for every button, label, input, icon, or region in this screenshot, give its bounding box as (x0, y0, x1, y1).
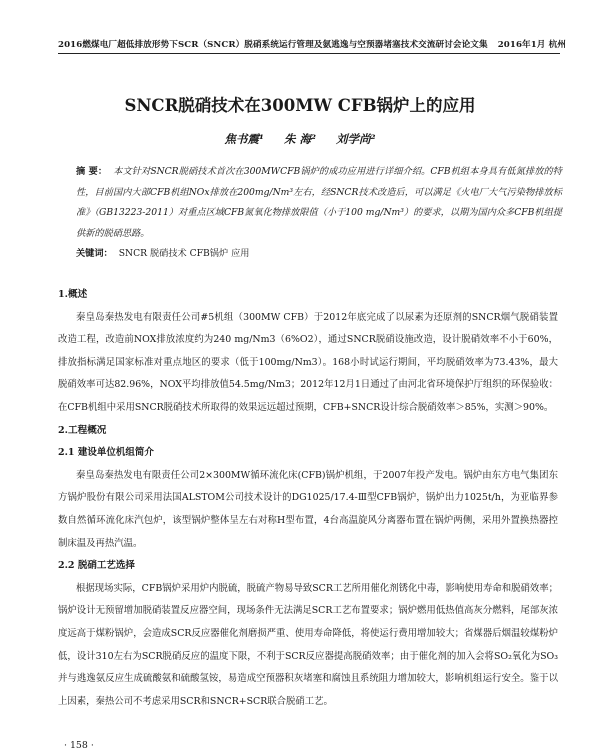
abstract (76, 162, 562, 244)
subsection-heading-2-1: 2.1 建设单位机组简介 (58, 447, 154, 459)
paragraph: 秦皇岛秦热发电有限责任公司2×300MW循环流化床(CFB)锅炉机组，于2007年投产发电。锅炉由东方电气集团东方锅炉股份有限公司采用法国ALSTOM公司技术设计的DG1025/17.4-Ⅲ型CFB锅炉，锅炉出力1025t/h，为亚临界参数自然循环流化床汽包炉，该型锅炉整体呈左右对称H型布置，4台高温旋风分离器布置在锅炉两侧，采用外置换热器控制床温及再热汽温。 (58, 469, 558, 549)
subsection-heading-2-2: 2.2 脱硝工艺选择 (58, 560, 135, 572)
section-heading-1: 1.概述 (58, 289, 88, 300)
paper-title: SNCR脱硝技术在300MW CFB锅炉上的应用 (124, 96, 476, 115)
section-heading-2: 2.工程概况 (58, 424, 107, 436)
abstract-label: 摘 要： (76, 166, 108, 177)
body-text (58, 284, 558, 713)
keywords-text: SNCR 脱硝技术 CFB锅炉 应用 (118, 248, 250, 259)
author-3: 刘学尚² (336, 132, 376, 146)
keywords (76, 244, 562, 264)
keywords-label: 关键词： (76, 248, 113, 259)
author-2: 朱 海² (283, 132, 317, 146)
author-1: 焦书震¹ (224, 132, 264, 146)
paragraph: 根据现场实际，CFB锅炉采用炉内脱硫，脱硫产物易导致SCR工艺所用催化剂锈化中毒，影响使用寿命和脱硝效率；锅炉设计无预留增加脱硝装置反应器空间，现场条件无法满足SCR工艺布置要求；锅炉燃用低热值高灰分燃料，尾部灰浓度远高于煤粉锅炉，会造成SCR反应器催化剂磨损严重、使用寿命降低，将使运行费用增加较大；省煤器后烟温较煤粉炉低，设计310左右为SCR脱硝反应的温度下限，不利于SCR反应器提高脱硝效率；由于催化剂的加入会将SO₂氧化为SO₃并与逃逸氨反应生成硫酸氨和硫酸氢铵，易造成空预器积灰堵塞和腐蚀且系统阻力增加较大，影响机组运行安全。鉴于以上因素，秦热公司不考虑采用SCR和SNCR+SCR联合脱硝工艺。 (58, 582, 558, 707)
page-number: · 158 · (64, 740, 94, 751)
abstract-text: 本文针对SNCR脱硝技术首次在300MWCFB锅炉的成功应用进行详细介绍。CFB机组本身具有低氮排放的特性，目前国内大部CFB机组NOx排放在200mg/Nm³左右，经SNCR技术改造后，可以满足《火电厂大气污染物排放标准》（GB13223-2011）对重点区域CFB氮氧化物排放限值（小于100 mg/Nm³）的要求，以期为国内众多CFB机组提供新的脱硝思路。 (76, 166, 562, 239)
running-header-text: 2016燃煤电厂超低排放形势下SCR（SNCR）脱硝系统运行管理及氨逃逸与空预器堵塞技术交流研讨会论文集 (58, 40, 488, 50)
running-header (58, 38, 566, 54)
running-header-date: 2016年1月 杭州 (497, 40, 566, 50)
paragraph: 秦皇岛秦热发电有限责任公司#5机组（300MW CFB）于2012年底完成了以尿素为还原剂的SNCR烟气脱硝装置改造工程，改造前NOX排放浓度约为240 mg/Nm3（6%O2），通过SNCR脱硝设施改造，设计脱硝效率不小于60%，排放指标满足国家标准对重点地区的要求（低于100mg/Nm3）。168小时试运行期间，平均脱硝效率为73.43%，最大脱硝效率可达82.96%，NOX平均排放值54.5mg/Nm3；2012年12月1日通过了由河北省环境保护厅组织的环保验收：在CFB机组中采用SNCR脱硝技术所取得的效果远远超过预期，CFB+SNCR设计综合脱硝效率＞85%，实测＞90%。 (58, 311, 558, 413)
author-list (0, 131, 600, 147)
